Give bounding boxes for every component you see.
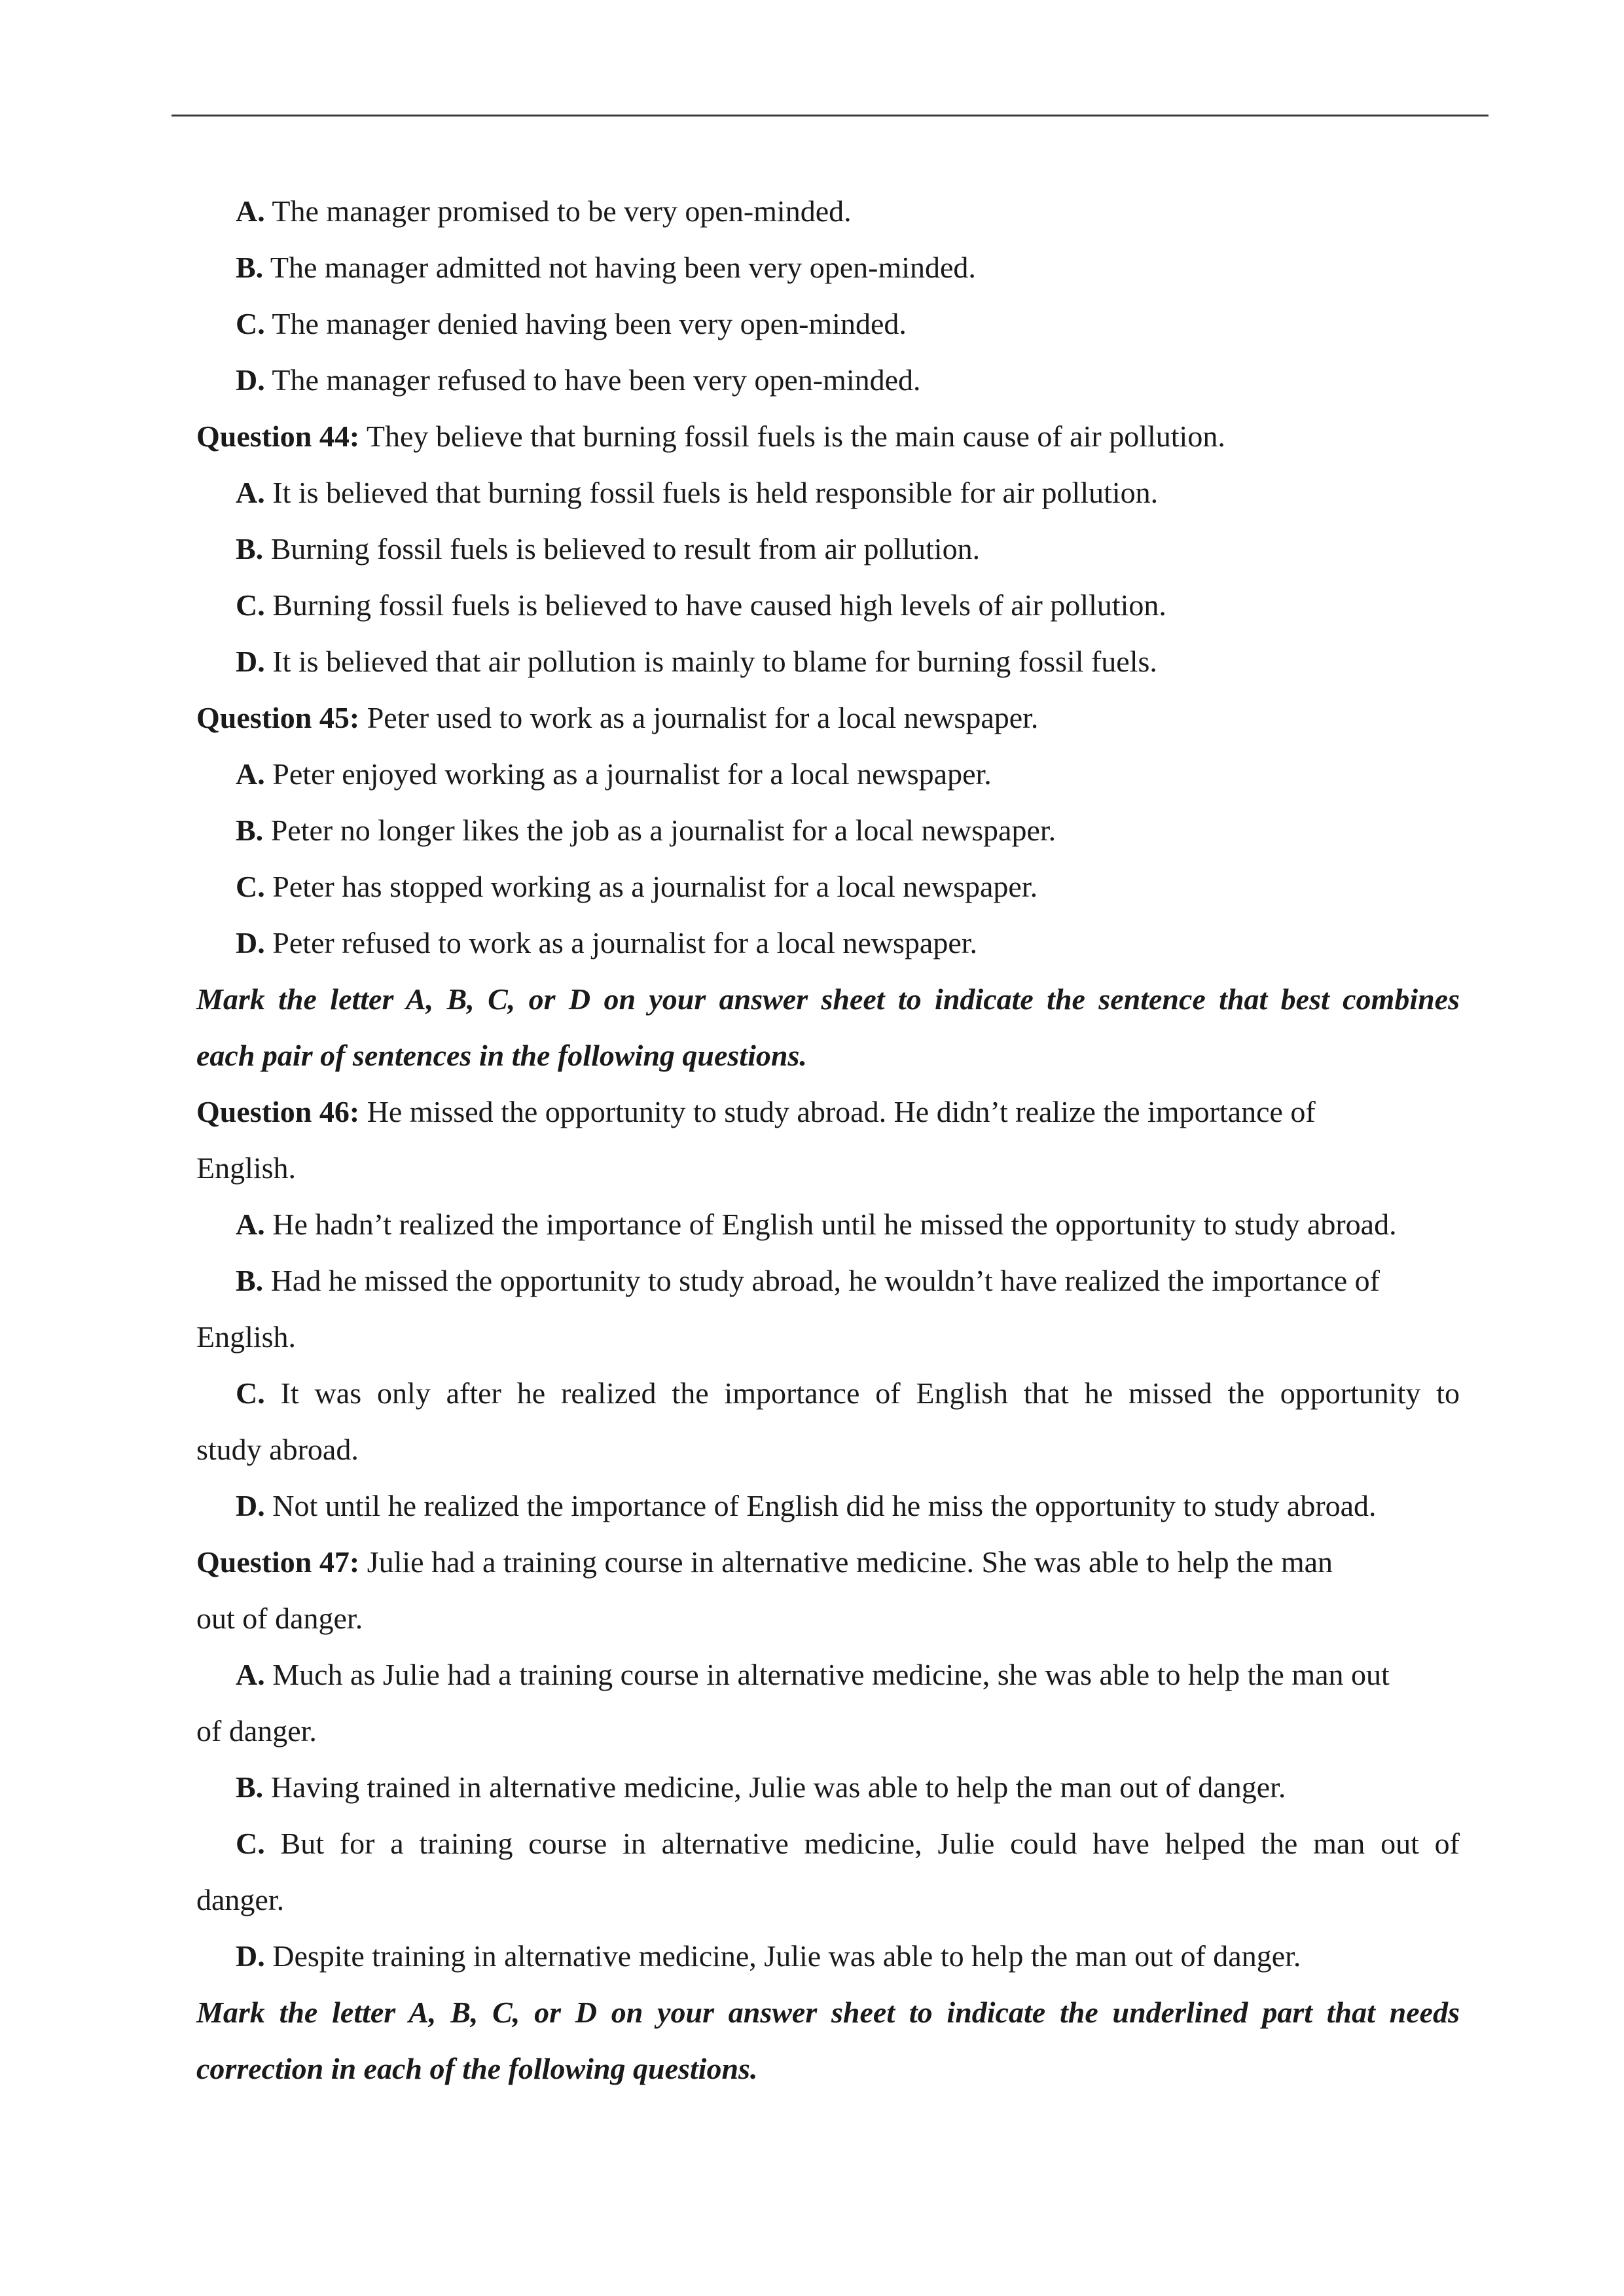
option-letter: D. <box>236 926 265 960</box>
option-letter: B. <box>236 251 264 284</box>
header-rule <box>171 115 1489 117</box>
instruction-correction-line-2: correction in each of the following questions. <box>196 2052 758 2085</box>
question-label: Question 44: <box>196 420 360 453</box>
option-letter: C. <box>236 588 265 622</box>
q47-option-c <box>196 1816 1460 1872</box>
option-letter: C. <box>236 1827 265 1860</box>
option-text: Peter no longer likes the job as a journalist for a local newspaper. <box>263 814 1056 847</box>
q45-option-b <box>196 802 1460 859</box>
document-body <box>196 183 1460 2097</box>
question-46-continuation: English. <box>196 1151 297 1185</box>
q44-option-d <box>196 634 1460 690</box>
option-letter: C. <box>236 870 265 903</box>
option-text: Peter has stopped working as a journalist for a local newspaper. <box>264 870 1038 903</box>
option-letter: B. <box>236 532 264 565</box>
q46-option-c <box>196 1365 1460 1422</box>
option-text: Burning fossil fuels is believed to result from air pollution. <box>263 532 981 565</box>
option-letter: C. <box>236 1376 265 1410</box>
instruction-combine-line-1: Mark the letter A, B, C, or D on your answer sheet to indicate the sentence that best combines <box>196 982 1460 1016</box>
q46-option-b-continuation: English. <box>196 1320 297 1354</box>
option-text: He hadn’t realized the importance of English until he missed the opportunity to study abroad. <box>264 1208 1397 1241</box>
option-letter: D. <box>236 363 265 397</box>
option-text: But for a training course in alternative medicine, Julie could have helped the man out of <box>264 1827 1460 1860</box>
q46-option-a <box>196 1196 1460 1253</box>
option-text: It is believed that air pollution is mainly to blame for burning fossil fuels. <box>264 645 1157 678</box>
option-letter: B. <box>236 814 264 847</box>
question-44 <box>196 408 1460 465</box>
option-text: Despite training in alternative medicine, Julie was able to help the man out of danger. <box>264 1939 1301 1973</box>
option-letter: C. <box>236 307 265 340</box>
question-text: Julie had a training course in alternative medicine. She was able to help the man <box>359 1545 1333 1579</box>
question-text: He missed the opportunity to study abroad. He didn’t realize the importance of <box>359 1095 1316 1128</box>
q47-option-d <box>196 1928 1460 1984</box>
q47-option-a-continuation: of danger. <box>196 1714 317 1748</box>
option-text: It was only after he realized the importance of English that he missed the opportunity to <box>264 1376 1460 1410</box>
option-text: The manager admitted not having been very open-minded. <box>263 251 976 284</box>
q44-option-b <box>196 521 1460 577</box>
question-47 <box>196 1534 1460 1590</box>
question-text: They believe that burning fossil fuels is the main cause of air pollution. <box>359 420 1225 453</box>
q44-option-c <box>196 577 1460 634</box>
option-text: The manager refused to have been very open-minded. <box>264 363 921 397</box>
option-letter: B. <box>236 1770 264 1804</box>
question-label: Question 47: <box>196 1545 360 1579</box>
option-letter: A. <box>236 757 265 791</box>
q43-option-b <box>196 240 1460 296</box>
option-text: Much as Julie had a training course in alternative medicine, she was able to help the man out <box>264 1658 1390 1691</box>
option-letter: D. <box>236 1489 265 1522</box>
question-label: Question 46: <box>196 1095 360 1128</box>
option-text: Had he missed the opportunity to study abroad, he wouldn’t have realized the importance of <box>263 1264 1380 1297</box>
q43-option-a <box>196 183 1460 240</box>
option-letter: A. <box>236 476 265 509</box>
q46-option-b <box>196 1253 1460 1309</box>
option-letter: A. <box>236 1658 265 1691</box>
instruction-correction-line-1: Mark the letter A, B, C, or D on your answer sheet to indicate the underlined part that needs <box>196 1996 1460 2029</box>
option-text: Not until he realized the importance of English did he miss the opportunity to study abroad. <box>264 1489 1377 1522</box>
option-letter: A. <box>236 1208 265 1241</box>
option-letter: B. <box>236 1264 264 1297</box>
option-letter: D. <box>236 645 265 678</box>
option-text: It is believed that burning fossil fuels is held responsible for air pollution. <box>264 476 1159 509</box>
q47-option-c-continuation: danger. <box>196 1883 285 1916</box>
option-text: The manager denied having been very open-minded. <box>264 307 907 340</box>
question-47-continuation: out of danger. <box>196 1602 363 1635</box>
option-text: Peter refused to work as a journalist for a local newspaper. <box>264 926 978 960</box>
question-text: Peter used to work as a journalist for a local newspaper. <box>359 701 1039 734</box>
q46-option-c-continuation: study abroad. <box>196 1433 359 1466</box>
q45-option-a <box>196 746 1460 802</box>
q44-option-a <box>196 465 1460 521</box>
option-letter: D. <box>236 1939 265 1973</box>
option-text: Having trained in alternative medicine, Julie was able to help the man out of danger. <box>263 1770 1286 1804</box>
q43-option-d <box>196 352 1460 408</box>
q47-option-a <box>196 1647 1460 1703</box>
option-text: The manager promised to be very open-minded. <box>264 194 852 228</box>
question-46 <box>196 1084 1460 1140</box>
q46-option-d <box>196 1478 1460 1534</box>
q43-option-c <box>196 296 1460 352</box>
option-letter: A. <box>236 194 265 228</box>
question-45 <box>196 690 1460 746</box>
instruction-combine-line-2: each pair of sentences in the following questions. <box>196 1039 807 1072</box>
q45-option-c <box>196 859 1460 915</box>
q45-option-d <box>196 915 1460 971</box>
option-text: Peter enjoyed working as a journalist for a local newspaper. <box>264 757 992 791</box>
q47-option-b <box>196 1759 1460 1816</box>
option-text: Burning fossil fuels is believed to have caused high levels of air pollution. <box>264 588 1166 622</box>
question-label: Question 45: <box>196 701 360 734</box>
